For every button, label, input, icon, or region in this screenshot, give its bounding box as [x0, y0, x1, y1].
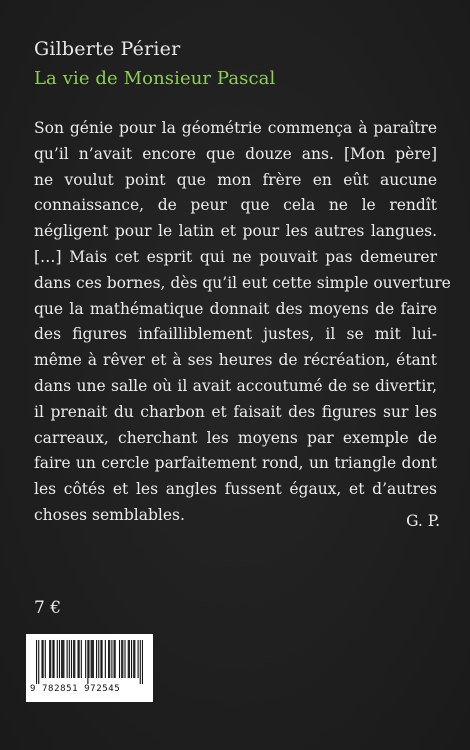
excerpt-line: il prenait du charbon et faisait des figures sur les — [34, 402, 437, 421]
barcode-bar — [102, 640, 103, 678]
barcode-bar — [105, 640, 106, 678]
excerpt-line: Son génie pour la géométrie commença à paraître — [34, 119, 437, 137]
excerpt-line: carreaux, cherchant les moyens par exemple de — [34, 428, 437, 447]
barcode-bar — [41, 640, 42, 678]
barcode-bar — [38, 640, 39, 684]
barcode-bar — [142, 640, 143, 684]
excerpt-line: choses semblables. — [34, 505, 185, 524]
barcode-bar — [87, 640, 88, 684]
excerpt-line: les côtés et les angles fussent égaux, et d’autres — [34, 480, 437, 499]
barcode-bar — [115, 640, 116, 678]
barcode-bar — [74, 640, 75, 678]
excerpt-line: connaissance, de peur que cela ne le rendît — [34, 196, 437, 215]
barcode-bar — [43, 640, 44, 678]
barcode-bar — [57, 640, 58, 678]
barcode-bar — [50, 640, 51, 678]
excerpt-line: négligent pour le latin et pour les autres langues. — [34, 222, 437, 241]
excerpt-line: dans ces bornes, dès qu’il eut cette simple ouverture — [34, 273, 451, 292]
barcode-bar — [93, 640, 94, 678]
barcode-bar — [61, 640, 62, 678]
barcode-bar — [100, 640, 101, 678]
excerpt-line: faire un cercle parfaitement rond, un triangle dont — [34, 454, 437, 473]
barcode-number: 9 782851 972545 — [30, 684, 121, 694]
excerpt-line: dans une salle où il avait accoutumé de se divertir, — [34, 376, 437, 395]
barcode-bar — [128, 640, 129, 678]
barcode-bar — [69, 640, 70, 678]
barcode-bar — [77, 640, 78, 678]
barcode-bar — [79, 640, 80, 678]
barcode-bar — [85, 640, 86, 678]
barcode-bars — [36, 640, 143, 684]
barcode-bar — [91, 640, 92, 678]
barcode-bar — [129, 640, 130, 678]
excerpt-text — [34, 116, 451, 529]
barcode-bar — [53, 640, 54, 678]
barcode-bar — [122, 640, 123, 678]
barcode-bar — [49, 640, 50, 678]
barcode-bar — [63, 640, 64, 678]
barcode-bar — [59, 640, 60, 678]
barcode-bar — [92, 640, 93, 678]
excerpt-line: même à rêver et à ses heures de récréation, étant — [34, 351, 437, 370]
excerpt-line: des figures infailliblement justes, il se mit lui- — [34, 325, 437, 344]
barcode-bar — [114, 640, 115, 678]
barcode-bar — [96, 640, 97, 678]
barcode-bar — [36, 640, 37, 684]
barcode-bar — [140, 640, 141, 684]
barcode-bar — [62, 640, 63, 678]
barcode-bar — [67, 640, 68, 678]
barcode-bar — [73, 640, 74, 678]
author-name: Gilberte Périer — [34, 38, 181, 60]
barcode-bar — [111, 640, 112, 678]
excerpt-line: ne voulut point que mon frère en eût aucune — [34, 170, 437, 189]
barcode-bar — [98, 640, 99, 678]
barcode-bar — [109, 640, 110, 678]
barcode — [26, 634, 153, 702]
excerpt-line: […] Mais cet esprit qui ne pouvait pas demeurer — [34, 247, 437, 266]
barcode-bar — [71, 640, 72, 678]
excerpt-line: que la mathématique donnait des moyens de faire — [34, 299, 437, 318]
barcode-bar — [88, 640, 89, 678]
book-title: La vie de Monsieur Pascal — [34, 68, 276, 89]
excerpt-line: qu’il n’avait encore que douze ans. [Mon père] — [34, 144, 437, 163]
barcode-bar — [133, 640, 134, 678]
barcode-bar — [119, 640, 120, 678]
signature-initials: G. P. — [406, 512, 440, 530]
barcode-bar — [121, 640, 122, 678]
barcode-bar — [45, 640, 46, 678]
barcode-bar — [134, 640, 135, 678]
barcode-bar — [108, 640, 109, 678]
barcode-bar — [124, 640, 125, 678]
barcode-bar — [131, 640, 132, 678]
price-label: 7 € — [34, 598, 62, 618]
barcode-bar — [81, 640, 82, 678]
barcode-bar — [52, 640, 53, 678]
barcode-bar — [138, 640, 139, 678]
